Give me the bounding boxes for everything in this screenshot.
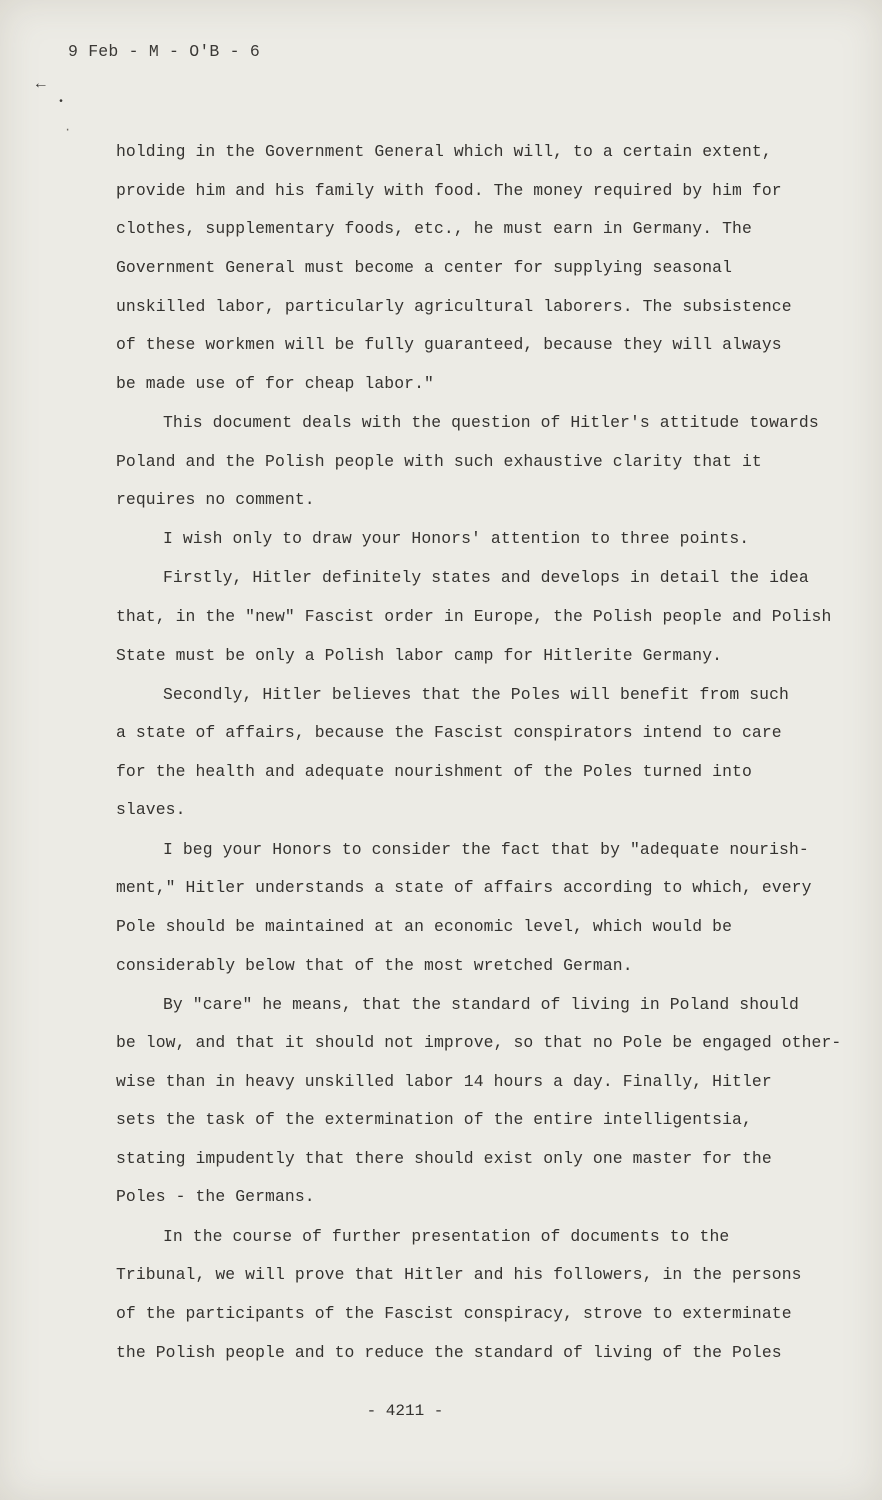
text-line: In the course of further presentation of documents to the [163, 1227, 730, 1246]
text-line: of the participants of the Fascist conspiracy, strove to exterminate [116, 1304, 792, 1323]
text-line: considerably below that of the most wretched German. [116, 956, 633, 975]
text-line: of these workmen will be fully guaranteed, because they will always [116, 335, 782, 354]
text-line: holding in the Government General which will, to a certain extent, [116, 142, 772, 161]
text-line: ment," Hitler understands a state of affairs according to which, every [116, 878, 812, 897]
text-line: for the health and adequate nourishment of the Poles turned into [116, 762, 752, 781]
text-line: Tribunal, we will prove that Hitler and his followers, in the persons [116, 1265, 802, 1284]
text-line: I wish only to draw your Honors' attention to three points. [163, 529, 750, 548]
margin-tick-mark: · [64, 123, 72, 137]
text-line: wise than in heavy unskilled labor 14 hours a day. Finally, Hitler [116, 1072, 772, 1091]
text-line: stating impudently that there should exist only one master for the [116, 1149, 772, 1168]
text-line: This document deals with the question of Hitler's attitude towards [163, 413, 819, 432]
text-line: Firstly, Hitler definitely states and develops in detail the idea [163, 568, 809, 587]
text-line: a state of affairs, because the Fascist conspirators intend to care [116, 723, 782, 742]
text-line: By "care" he means, that the standard of living in Poland should [163, 995, 799, 1014]
text-line: that, in the "new" Fascist order in Europe, the Polish people and Polish [116, 607, 832, 626]
text-line: State must be only a Polish labor camp for Hitlerite Germany. [116, 646, 723, 665]
text-line: requires no comment. [116, 490, 315, 509]
page-number: - 4211 - [366, 1402, 444, 1420]
text-line: be low, and that it should not improve, so that no Pole be engaged other- [116, 1033, 842, 1052]
text-line: Poles - the Germans. [116, 1187, 315, 1206]
text-line: sets the task of the extermination of the entire intelligentsia, [116, 1110, 752, 1129]
text-line: Pole should be maintained at an economic level, which would be [116, 917, 733, 936]
text-line: Secondly, Hitler believes that the Poles will benefit from such [163, 685, 789, 704]
text-line: the Polish people and to reduce the standard of living of the Poles [116, 1343, 782, 1362]
text-line: clothes, supplementary foods, etc., he must earn in Germany. The [116, 219, 752, 238]
text-line: Poland and the Polish people with such exhaustive clarity that it [116, 452, 762, 471]
text-line: slaves. [116, 800, 186, 819]
margin-dot-mark: • [58, 97, 65, 108]
text-line: be made use of for cheap labor." [116, 374, 434, 393]
margin-arrow-mark: ← [36, 75, 46, 93]
text-line: Government General must become a center for supplying seasonal [116, 258, 733, 277]
text-line: provide him and his family with food. The money required by him for [116, 181, 782, 200]
text-line: I beg your Honors to consider the fact that by "adequate nourish- [163, 840, 809, 859]
page-header: 9 Feb - M - O'B - 6 [68, 42, 260, 61]
text-line: unskilled labor, particularly agricultural laborers. The subsistence [116, 297, 792, 316]
